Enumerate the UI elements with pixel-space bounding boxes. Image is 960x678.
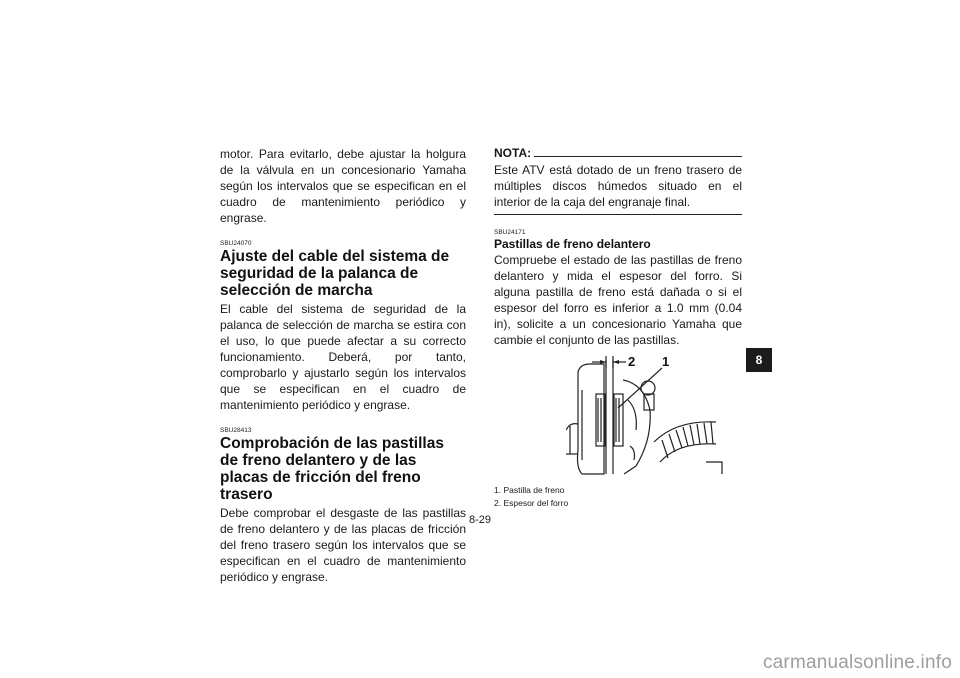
watermark: carmanualsonline.info [762,652,952,673]
brake-check-paragraph: Debe comprobar el desgaste de las pastillas de freno delantero y de las placas de fricción del freno trasero según los intervalos que se especifican en el cuadro de mantenimiento periódico y engrase. [220,506,466,584]
section-title-front-pads: Pastillas de freno delantero [494,237,651,251]
shift-cable-paragraph: El cable del sistema de seguridad de la palanca de selección de marcha se estira con el uso, lo que puede afectar a su correcto funcionamiento. Deberá, por tanto, comprobarlo y ajustarlo según los intervalos que se especifican en el cuadro de mantenimiento periódico y engrase. [220,302,466,412]
brake-pad-figure [566,350,726,478]
right-column [494,146,742,348]
callout-1: 1 [662,354,670,369]
note-header [494,146,742,160]
legend-item-2: 2. Espesor del forro [494,498,569,508]
section-code-1: SBU24070 [220,240,252,247]
chapter-tab: 8 [746,348,772,372]
section-code-2: SBU28413 [220,427,252,434]
intro-paragraph: motor. Para evitarlo, debe ajustar la holgura de la válvula en un concesionario Yamaha según los intervalos que se especifican en el cuadro de mantenimiento periódico y engrase. [220,147,466,225]
note-label: NOTA: [494,146,532,160]
figure-legend [494,484,568,510]
section-title-shift-cable: Ajuste del cable del sistema de seguridad de la palanca de selección de marcha [220,248,450,299]
callout-2: 2 [628,354,636,369]
note-top-rule [534,156,742,157]
front-pads-paragraph: Compruebe el estado de las pastillas de freno delantero y mida el espesor del forro. Si alguna pastilla de freno está dañada o si el espesor del forro es inferior a 1.0 mm (0.04 in), solicite a un concesionario Yamaha que cambie el conjunto de las pastillas. [494,253,742,347]
section-code-3: SBU24171 [494,229,526,236]
legend-item-1: 1. Pastilla de freno [494,485,565,495]
section-title-brake-check: Comprobación de las pastillas de freno delantero y de las placas de fricción del freno trasero [220,435,444,503]
page-number: 8-29 [468,514,492,526]
note-paragraph: Este ATV está dotado de un freno trasero de múltiples discos húmedos situado en el interior de la caja del engranaje final. [494,163,742,209]
brake-caliper-illustration [566,350,726,478]
